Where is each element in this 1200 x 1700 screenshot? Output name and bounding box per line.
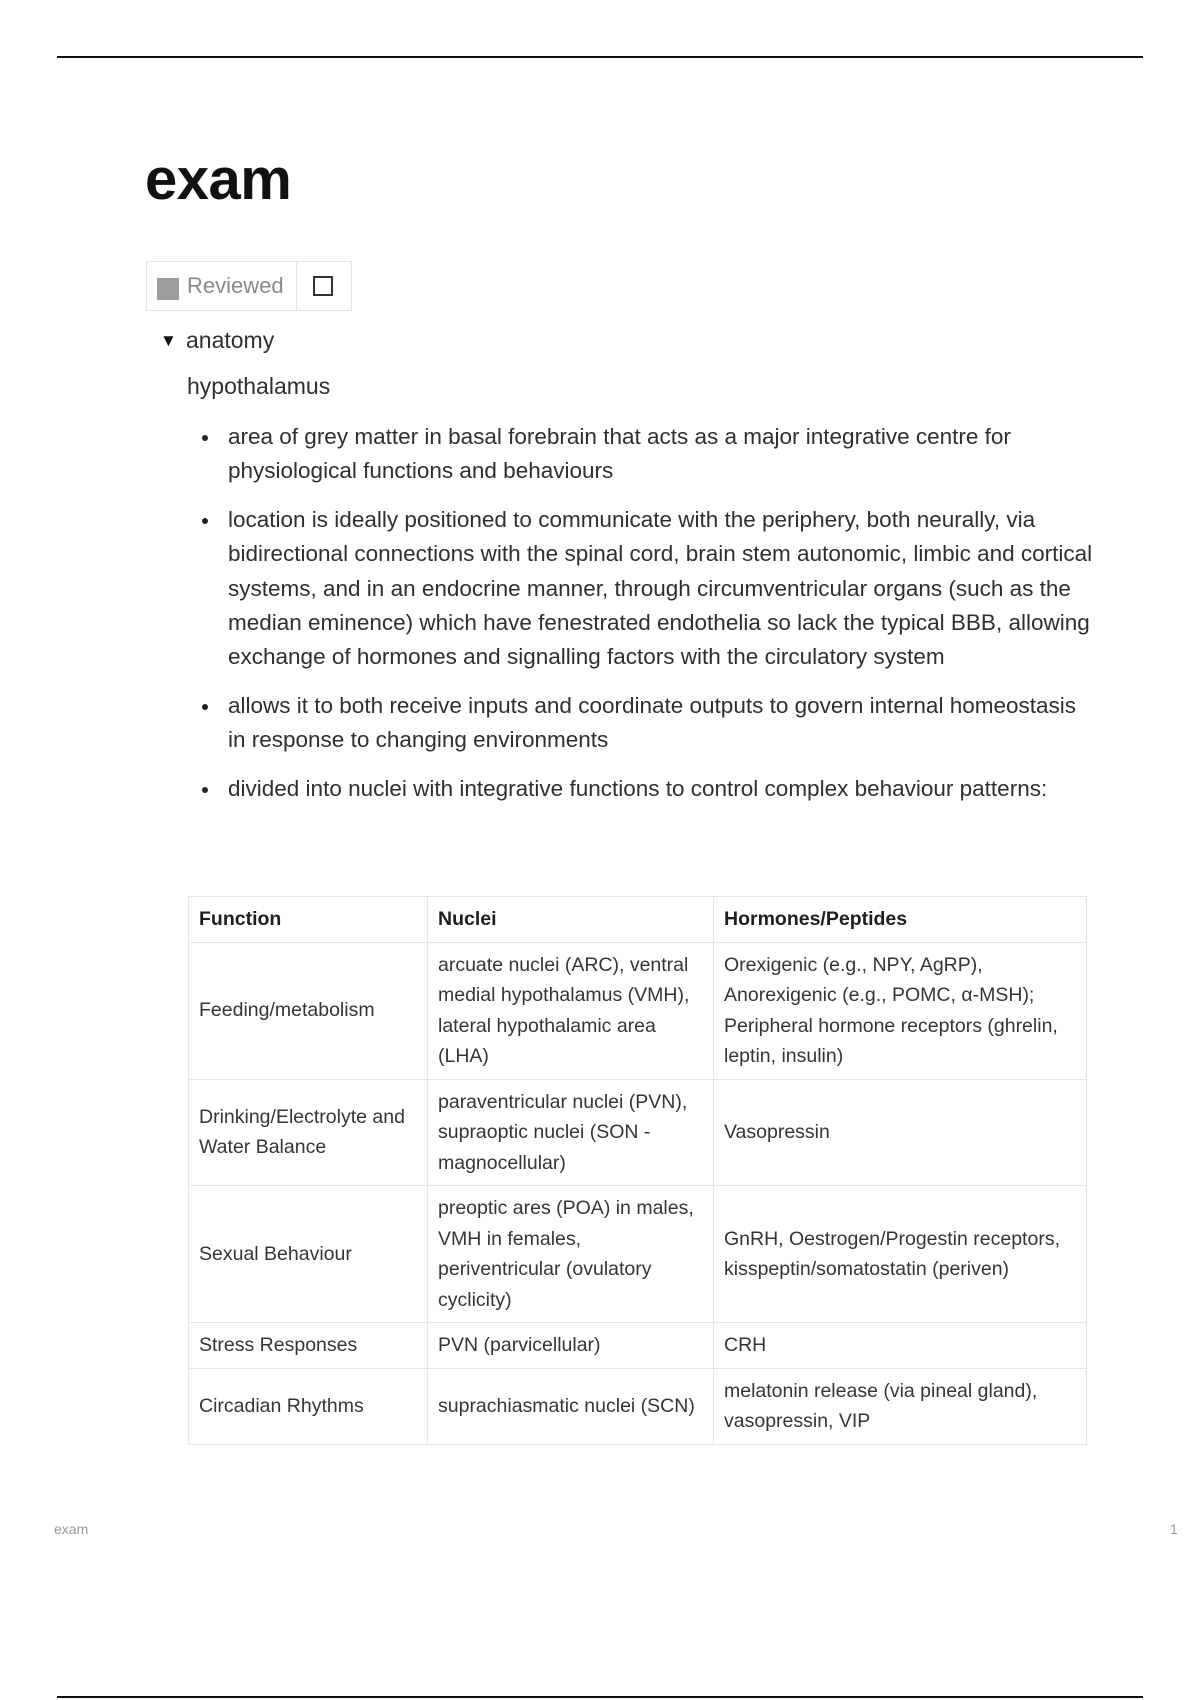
property-name[interactable] <box>147 262 297 310</box>
table-header: Hormones/Peptides <box>714 897 1087 943</box>
table-cell: paraventricular nuclei (PVN), supraoptic nuclei (SON - magnocellular) <box>428 1079 714 1186</box>
page-bottom-rule <box>57 1696 1143 1698</box>
triangle-down-icon[interactable]: ▼ <box>160 330 177 350</box>
table-row <box>189 1186 1087 1323</box>
table-cell: Feeding/metabolism <box>189 942 428 1079</box>
footer-title: exam <box>54 1521 89 1537</box>
table-cell: Drinking/Electrolyte and Water Balance <box>189 1079 428 1186</box>
property-value <box>297 262 351 310</box>
page-number: 1 <box>1170 1521 1178 1537</box>
page-title: exam <box>145 147 292 212</box>
table-header: Function <box>189 897 428 943</box>
table-row <box>189 1323 1087 1369</box>
nuclei-table <box>188 896 1087 1445</box>
bullet-item: area of grey matter in basal forebrain that acts as a major integrative centre for physiological functions and behaviours <box>187 420 1097 489</box>
table-cell: PVN (parvicellular) <box>428 1323 714 1369</box>
reviewed-checkbox[interactable] <box>313 276 333 296</box>
property-square-icon <box>157 278 179 300</box>
table-cell: suprachiasmatic nuclei (SCN) <box>428 1368 714 1444</box>
property-label: Reviewed <box>187 273 284 298</box>
property-row-reviewed <box>146 261 352 311</box>
bullet-list <box>187 420 1097 820</box>
table-cell: Sexual Behaviour <box>189 1186 428 1323</box>
table-cell: Orexigenic (e.g., NPY, AgRP), Anorexigenic (e.g., POMC, α-MSH); Peripheral hormone receptors (ghrelin, leptin, insulin) <box>714 942 1087 1079</box>
table-cell: preoptic ares (POA) in males, VMH in females, periventricular (ovulatory cyclicity) <box>428 1186 714 1323</box>
table-cell: CRH <box>714 1323 1087 1369</box>
table-cell: melatonin release (via pineal gland), vasopressin, VIP <box>714 1368 1087 1444</box>
table-cell: GnRH, Oestrogen/Progestin receptors, kisspeptin/somatostatin (periven) <box>714 1186 1087 1323</box>
table-row <box>189 1368 1087 1444</box>
table-cell: Vasopressin <box>714 1079 1087 1186</box>
toggle-anatomy[interactable] <box>160 327 274 354</box>
table-cell: arcuate nuclei (ARC), ventral medial hypothalamus (VMH), lateral hypothalamic area (LHA) <box>428 942 714 1079</box>
table-header-row <box>189 897 1087 943</box>
table-row <box>189 1079 1087 1186</box>
page-top-rule <box>57 56 1143 58</box>
toggle-label: anatomy <box>186 327 275 353</box>
bullet-item: divided into nuclei with integrative functions to control complex behaviour patterns: <box>187 772 1097 806</box>
table-row <box>189 942 1087 1079</box>
section-heading: hypothalamus <box>187 373 331 399</box>
table-cell: Stress Responses <box>189 1323 428 1369</box>
bullet-item: location is ideally positioned to communicate with the periphery, both neurally, via bidirectional connections with the spinal cord, brain stem autonomic, limbic and cortical systems, and in an endocrine manner, through circumventricular organs (such as the median eminence) which have fenestrated endothelia so lack the typical BBB, allowing exchange of hormones and signalling factors with the circulatory system <box>187 503 1097 675</box>
table-cell: Circadian Rhythms <box>189 1368 428 1444</box>
table-header: Nuclei <box>428 897 714 943</box>
bullet-item: allows it to both receive inputs and coordinate outputs to govern internal homeostasis in response to changing environments <box>187 689 1097 758</box>
